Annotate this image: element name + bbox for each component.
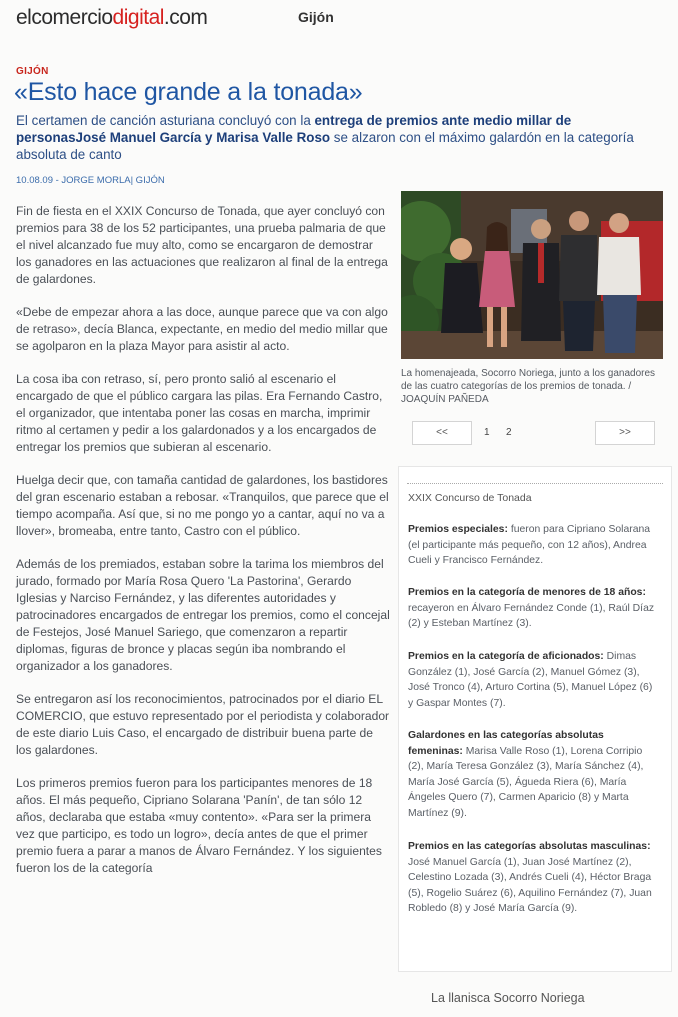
summary-part-a: El certamen de canción asturiana concluyó con la: [16, 113, 315, 128]
logo-text-1: elcomercio: [16, 6, 113, 29]
site-logo[interactable]: [16, 6, 207, 30]
award-heading: Premios especiales:: [408, 524, 508, 535]
article-kicker[interactable]: GIJÓN: [16, 66, 49, 77]
award-text: Dimas González (1), José García (2), Manuel Gómez (3), José Tronco (4), Arturo Cortina (5), Manuel López (6) y Gaspar Montes (7).: [408, 651, 653, 709]
award-heading: Galardones en las categorías absolutas femeninas:: [408, 730, 604, 757]
award-heading: Premios en la categoría de menores de 18 años:: [408, 587, 646, 598]
award-heading: Premios en la categoría de aficionados:: [408, 651, 604, 662]
article-paragraph: Además de los premiados, estaban sobre la tarima los miembros del jurado, formado por María Rosa Quero 'La Pastorina', Gerardo Iglesias y Narciso Fernández, y las diferentes autoridades y patrocinadores encargados de entregar los premios, como el concejal de Festejos, José Manuel Sariego, que comenzaron a repartir diplomas, figuras de bronce y placas según iba nombrando el organizador a los ganadores.: [16, 557, 390, 673]
award-text: Marisa Valle Roso (1), Lorena Corripio (2), María Teresa González (3), María Sánchez (4), María José García (5), Águeda Riera (6), María Ángeles Quero (7), Carmen Aparicio (8) y Marta Martínez (9).: [408, 745, 644, 819]
article-paragraph: «Debe de empezar ahora a las doce, aunque parece que va con algo de retraso», decía Blanca, expectante, en medio del medio millar que se agolparon en la plaza Mayor para asistir al acto.: [16, 305, 388, 353]
award-text: recayeron en Álvaro Fernández Conde (1), Raúl Díaz (2) y Esteban Martínez (3).: [408, 602, 655, 629]
article-paragraph: Huelga decir que, con tamaña cantidad de galardones, los bastidores del gran escenario estaban a rebosar. «Tranquilos, que parece que el tiempo acompaña. Así que, si no me pongo yo a cantar, aquí no va a llover», bromeaba, entre tanto, Castro con el público.: [16, 473, 389, 538]
award-section: [408, 728, 658, 821]
article-paragraph: Los primeros premios fueron para los participantes menores de 18 años. El más pequeño, Cipriano Solarana 'Panín', de tan sólo 12 años, declaraba que estaba «muy contento». «Para ser la primera vez que participo, es todo un logro», decía antes de que el primer premio fuera a parar a manos de Álvaro Fernández. Y los siguientes fueron los de la categoría: [16, 776, 382, 875]
award-section: [408, 585, 658, 632]
article-paragraph: Fin de fiesta en el XXIX Concurso de Tonada, que ayer concluyó con premios para 38 de los 52 participantes, una prueba palmaria de que el nivel alcanzado fue muy alto, como se encargaron de demostrar los ganadores en las actuaciones que realizaron al final de la entrega de galardones.: [16, 204, 388, 286]
page-link-1[interactable]: 1: [484, 427, 490, 438]
article-headline: «Esto hace grande a la tonada»: [14, 78, 363, 106]
section-label[interactable]: Gijón: [298, 9, 334, 25]
sidebar-divider: [407, 483, 663, 484]
article-body: [16, 203, 390, 893]
bottom-caption: La llanisca Socorro Noriega: [431, 991, 585, 1005]
award-section: [408, 522, 658, 569]
article-paragraph: La cosa iba con retraso, sí, pero pronto salió al escenario el encargado de que el público cargara las pilas. Era Fernando Castro, el organizador, que intentaba poner las cosas en marcha, imprimir ritmo al certamen y pedir a los galardonados y a los encargados de entregar los premios que subieran al escenario.: [16, 372, 383, 454]
article-photo[interactable]: [401, 191, 663, 359]
awards-sidebar: [398, 466, 672, 972]
sidebar-title: XXIX Concurso de Tonada: [408, 492, 532, 504]
article-summary: [16, 112, 656, 163]
award-section: [408, 649, 658, 711]
photo-illustration: [401, 191, 663, 359]
award-heading: Premios en las categorías absolutas masculinas:: [408, 841, 651, 852]
logo-text-2: digital: [112, 6, 164, 29]
summary-part-c: se alzaron con el máximo galardón en la categoría absoluta de canto: [16, 130, 634, 162]
photo-caption: La homenajeada, Socorro Noriega, junto a los ganadores de las cuatro categorías de los premios de tonada. / JOAQUÍN PAÑEDA: [401, 368, 656, 405]
photo-pager: [402, 418, 662, 448]
award-text: José Manuel García (1), Juan José Martínez (2), Celestino Lozada (3), Andrés Cueli (4), Héctor Braga (5), Rogelio Suárez (6), Aquilino Fernández (7), Juan Robledo (8) y José María García (9).: [408, 856, 652, 914]
logo-text-3: .com: [163, 6, 208, 29]
prev-photo-button[interactable]: <<: [412, 421, 472, 445]
page-link-2[interactable]: 2: [506, 427, 512, 438]
award-section: [408, 839, 658, 917]
award-text: fueron para Cipriano Solarana (el participante más pequeño, con 12 años), Andrea Cueli y Francisco Fernández.: [408, 524, 651, 566]
article-byline: 10.08.09 - JORGE MORLA| GIJÓN: [16, 175, 165, 186]
article-paragraph: Se entregaron así los reconocimientos, patrocinados por el diario EL COMERCIO, que estuvo representado por el periodista y colaborador de este diario Luis Caso, el encargado de distribuir buena parte de los galardones.: [16, 692, 390, 757]
summary-part-b: entrega de premios ante medio millar de personasJosé Manuel García y Marisa Valle Roso: [16, 113, 572, 145]
next-photo-button[interactable]: >>: [595, 421, 655, 445]
